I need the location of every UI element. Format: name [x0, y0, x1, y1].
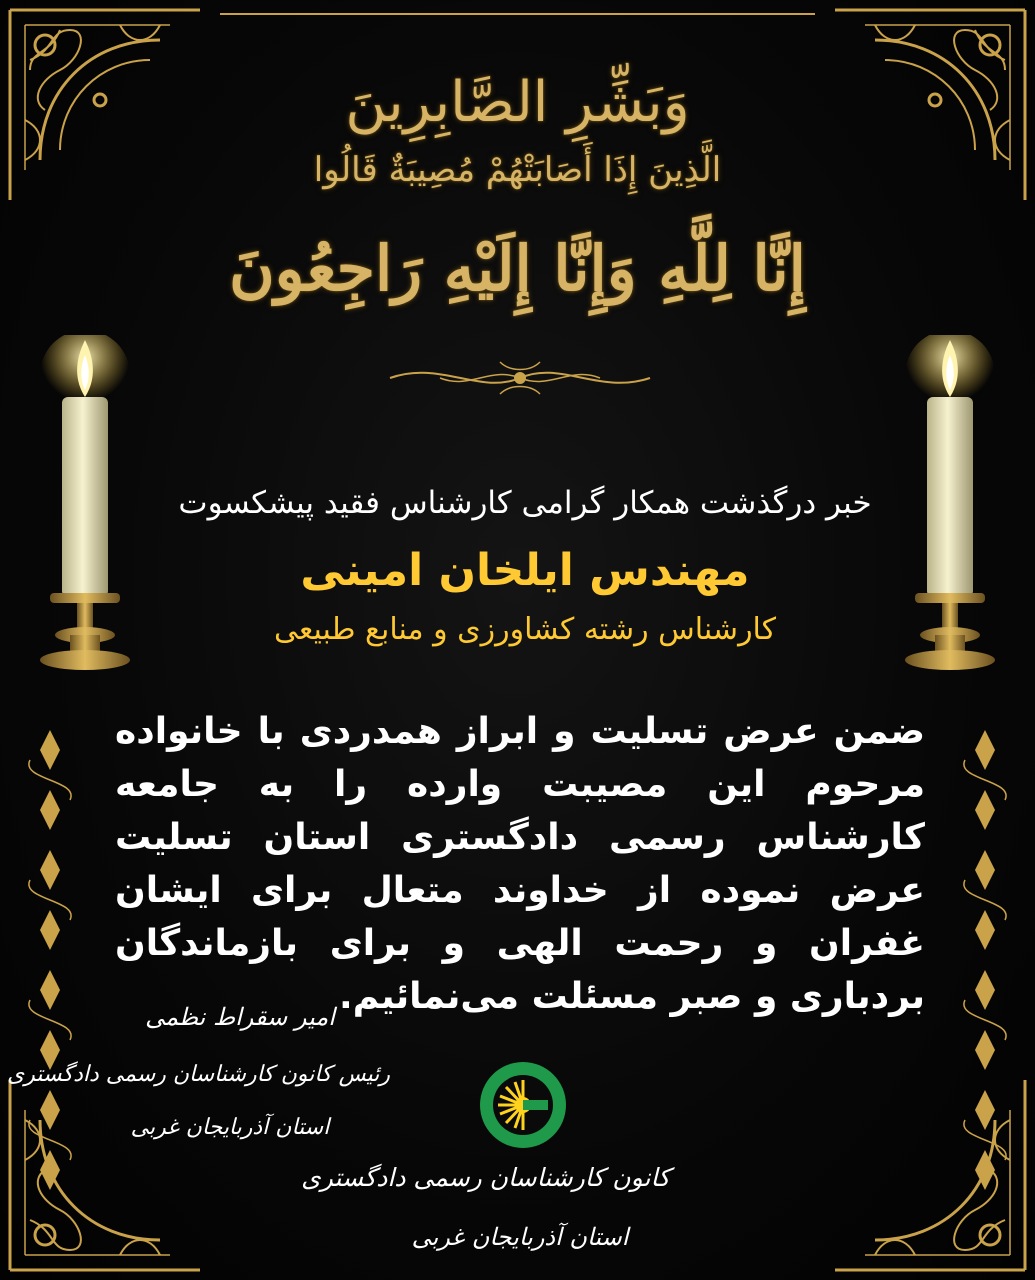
right-side-ornament: [950, 720, 1020, 1200]
announcement-line: خبر درگذشت همکار گرامی کارشناس فقید پیشکسوت: [178, 485, 872, 521]
signer-title: رئیس کانون کارشناسان رسمی دادگستری: [6, 1062, 390, 1087]
verse-line-1: وَبَشِّرِ الصَّابِرِينَ: [345, 70, 690, 135]
verse-line-2: الَّذِينَ إِذَا أَصَابَتْهُمْ مُصِيبَةٌ قَالُوا: [313, 150, 722, 190]
deceased-field: کارشناس رشته کشاورزی و منابع طبیعی: [274, 612, 776, 647]
deceased-name: مهندس ایلخان امینی: [300, 545, 750, 596]
signer-province: استان آذربایجان غربی: [130, 1115, 330, 1140]
verse-line-3: إِنَّا لِلَّهِ وَإِنَّا إِلَيْهِ رَاجِعُونَ: [229, 232, 806, 305]
left-side-ornament: [15, 720, 85, 1200]
org-province: استان آذربایجان غربی: [411, 1223, 629, 1251]
condolence-body: ضمن عرض تسلیت و ابراز همدردی با خانواده مرحوم این مصیبت وارده را به جامعه کارشناس رسمی دادگستری استان تسلیت عرض نموده از خداوند متعال برای ایشان غفران و رحمت الهی و برای بازماندگان بردباری و صبر مسئلت می‌نمائیم.: [115, 711, 925, 1017]
org-logo-icon: [478, 1060, 568, 1150]
signer-name: امیر سقراط نظمی: [145, 1003, 335, 1031]
divider-flourish: [380, 350, 660, 405]
org-name: کانون کارشناسان رسمی دادگستری: [301, 1163, 670, 1192]
candle-icon: [895, 335, 1005, 675]
candle-icon: [30, 335, 140, 675]
top-border-ornament: [220, 8, 815, 20]
